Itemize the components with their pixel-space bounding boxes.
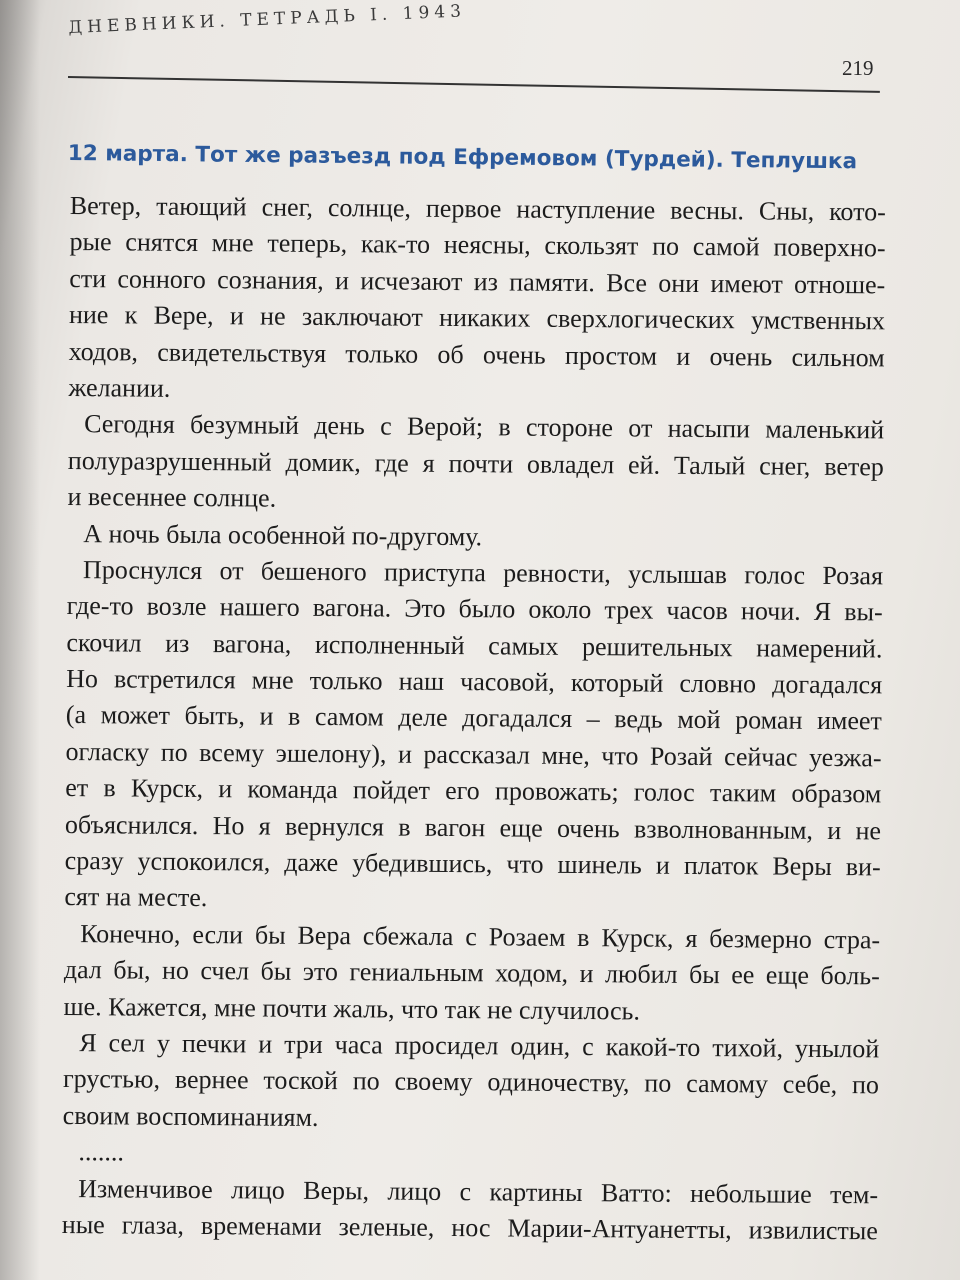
page-number: 219 [842, 56, 874, 80]
running-head: ДНЕВНИКИ. ТЕТРАДЬ I. 1943 [68, 1, 467, 38]
body-text [61, 188, 900, 1280]
text-line: где-то возле нашего вагона. Это было около трех часов ночи. Я вы- [66, 591, 883, 627]
text-line: Проснулся от бешеного приступа ревности, услышав голос Розая [82, 555, 884, 591]
text-line: Я сел у печки и три часа просидел один, с какой-то тихой, унылой [79, 1028, 880, 1064]
text-line: ние к Вере, и не заключают никаких сверхлогических умственных [68, 300, 886, 336]
text-line: Но встретился мне только наш часовой, который словно догадался [66, 664, 883, 700]
text-line: своим воспоминаниям. [62, 1100, 319, 1132]
text-line: грустью, вернее тоской по своему одиночеству, по самому себе, по [62, 1064, 880, 1100]
text-line: полуразрушенный домик, где я почти овладел ей. Талый снег, ветер [67, 445, 884, 482]
text-line: Ветер, тающий снег, солнце, первое наступление весны. Сны, кото- [69, 190, 886, 227]
text-line: сят на месте. [64, 882, 208, 913]
header-rule [68, 76, 880, 93]
text-line: ные глаза, временами зеленые, нос Марии-Антуанетты, извилистые [61, 1209, 878, 1246]
text-line: дал бы, но счел бы это гениальным ходом, и любил бы ее еще боль- [63, 955, 880, 991]
text-line: объяснился. Но я вернулся в вагон еще очень взволнованным, и не [64, 809, 882, 846]
text-line: сти сонного сознания, и исчезают из памяти. Все они имеют отноше- [69, 263, 886, 300]
text-line: Конечно, если бы Вера сбежала с Розаем в Курск, я безмерно стра- [80, 918, 881, 955]
entry-title: 12 марта. Тот же разъезд под Ефремовом (Турдей). Теплушка [67, 141, 858, 175]
page-gutter-shadow [0, 0, 40, 1280]
text-line: ет в Курск, и команда пойдет его провожать; голос таким образом [65, 773, 882, 809]
text-line: сразу успокоился, даже убедившись, что шинель и платок Веры ви- [64, 846, 881, 882]
text-line: ....... [78, 1137, 125, 1167]
text-line: А ночь была особенной по-другому. [83, 518, 483, 551]
text-line: и весеннее солнце. [67, 482, 277, 513]
text-line: ходов, свидетельствуя только об очень простом и очень сильном [68, 336, 885, 372]
text-line: Изменчивое лицо Веры, лицо с картины Ватто: небольшие тем- [78, 1173, 879, 1209]
text-line: огласку по всему эшелону), и рассказал мне, что Розай сейчас уезжа- [65, 736, 882, 773]
text-line: (а может быть, и в самом деле догадался – ведь мой роман имеет [65, 700, 882, 736]
text-line: желании. [68, 372, 171, 403]
text-line: скочил из вагона, исполненный самых решительных намерений. [66, 627, 883, 664]
text-line: Сегодня безумный день с Верой; в стороне от насыпи маленький [84, 409, 885, 445]
text-line: ше. Кажется, мне почти жаль, что так не случилось. [63, 991, 641, 1026]
text-line: рые снятся мне теперь, как-то неясны, скользят по самой поверхно- [69, 227, 886, 263]
